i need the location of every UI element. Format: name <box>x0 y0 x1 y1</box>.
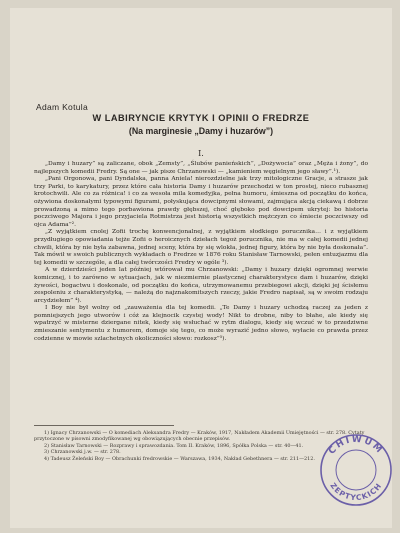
footnote: 4) Tadeusz Żeleński Boy — Obrachunki fredrowskie — Warszawa, 1934, Nakład Gebethnera — str. 211—212. <box>44 455 315 462</box>
article-subtitle: (Na marginesie „Damy i huzarów”) <box>128 126 274 136</box>
archive-stamp <box>318 432 394 508</box>
section-number: I. <box>198 149 204 158</box>
body-text <box>34 161 368 343</box>
paragraph: „Pani Orgonowa, pani Dyndalska, panna Aniela! nierozdzielne jak trzy mitologiczne Gracje, a strasze jak trzy Parki, to karykatury, przez które cała historia Damy i huzarów przechodzi w ton prostej, nieco rubasznej krotochwili. Ale co za różnica! i co za wesoła mila komedyjka, pełna humoru, śmieszna od początku do końca, ożywiona doskonałymi typowymi figurami, połyskująca dowcipnymi słowami, zajmująca akcją ciekawą i dobrze prowadzoną a mimo tego porbawiona prawdy głębszej, choć głęboko pod dowcipem ukrytej: bo historia poczciwego Majora i jego przyjaciela Rotmistrza jest historią wszystkich mężczyzn co śmiecie poczciwszy od ojca Adama”². <box>34 176 368 228</box>
footnote: 1) Ignacy Chrzanowski — O komediach Aleksandra Fredry — Kraków, 1917, Nakładem Akademii Umiejętności — str. 278. Cytaty przytoczone w pisowni zmodyfikowanej wg obowiązujących obecnie przepisów. <box>34 430 365 443</box>
footnote-divider <box>34 425 174 426</box>
footnote: 2) Stanisław Tarnowski — Rozprawy i sprawozdania. Tom II. Kraków, 1896, Spółka Polska — str. 40—41. <box>44 442 304 449</box>
paragraph: A w dzierdzieści jeden lat później wtórował mu Chrzanowski: „Damy i huzary dzięki ogromnej werwie komicznej, i to zarówno w sytuacjach, jak w niezmiernie plastycznej charakterystyce dam i huzarów, dzięki żywości, bogactwu i doskonale, od początku do końca, utrzymowanemu przebiegowi akcji, dzięki jej ścisłemu zespoleniu z charakterystyką, — należą do najznakomitszych rzeczy, jakie Fredro napisał, są w swoim rodzaju arcydziełem” ⁴). <box>34 267 368 304</box>
stamp-bottom-text: ZEPTYCKICH <box>328 481 384 503</box>
paragraph: „Z wyjątkiem cnolej Zofii trochę konwencjonalnej, z wyjątkiem słodkiego porucznika… i z wyjątkiem przydługiego opowiadania tejże Zofii o heroicznych dziełach tegoż porucznika, nie ma w całej komedii jednej chwili, która by nie była zabawna, jednej sceny, która by się wlokła, jednej figury, która by nie była doskonała”. Tak mówił w swoich publicznych wykładach o Fredrze w 1876 roku Stanisław Tarnowski, pełen entuzjazmu dla tej komedii w szczególe, a dla całej twórczości Fredry w ogóle ³). <box>34 229 368 266</box>
stamp-inner-ring <box>336 450 376 490</box>
stamp-top-text: CHIWUM <box>327 434 385 457</box>
article-title: W LABIRYNCIE KRYTYK I OPINII O FREDRZE <box>92 113 310 123</box>
paragraph: I Boy nie był wolny od „zauważenia dla tej komedii. „Te Damy i huzary uchodzą raczej za jeden z pomniejszych jego utworów i cóż za klejnocik czystej wody! Nikt to drobne, niby to błahe, ale kiedy się wpatrzyć w misterne dziergane nitek, kiedy się wsłuchać w rytm dialogu, kiedy się wczuć w to przedziwne zmieszanie sentymentu z humorem, domoje się tego, co może wyrazić jedno słowo, wyłacie co prawda przez codzienne w mowie szlachetnych okoliczności słowo: rozkosz”⁵). <box>34 305 368 342</box>
footnote: 3) Chrzanowski j.w. — str. 278. <box>44 449 121 456</box>
paragraph: „Damy i huzary” są zaliczane, obok „Zemsty”, „Ślubów panieńskich”, „Dożywocia” oraz „Męża i żony”, do najlepszych komedii Fredry. Są one — jak pisze Chrzanowski — „kamieniem węgielnym jego sławy”.¹). <box>34 161 368 175</box>
author-name: Adam Kotula <box>36 102 88 112</box>
